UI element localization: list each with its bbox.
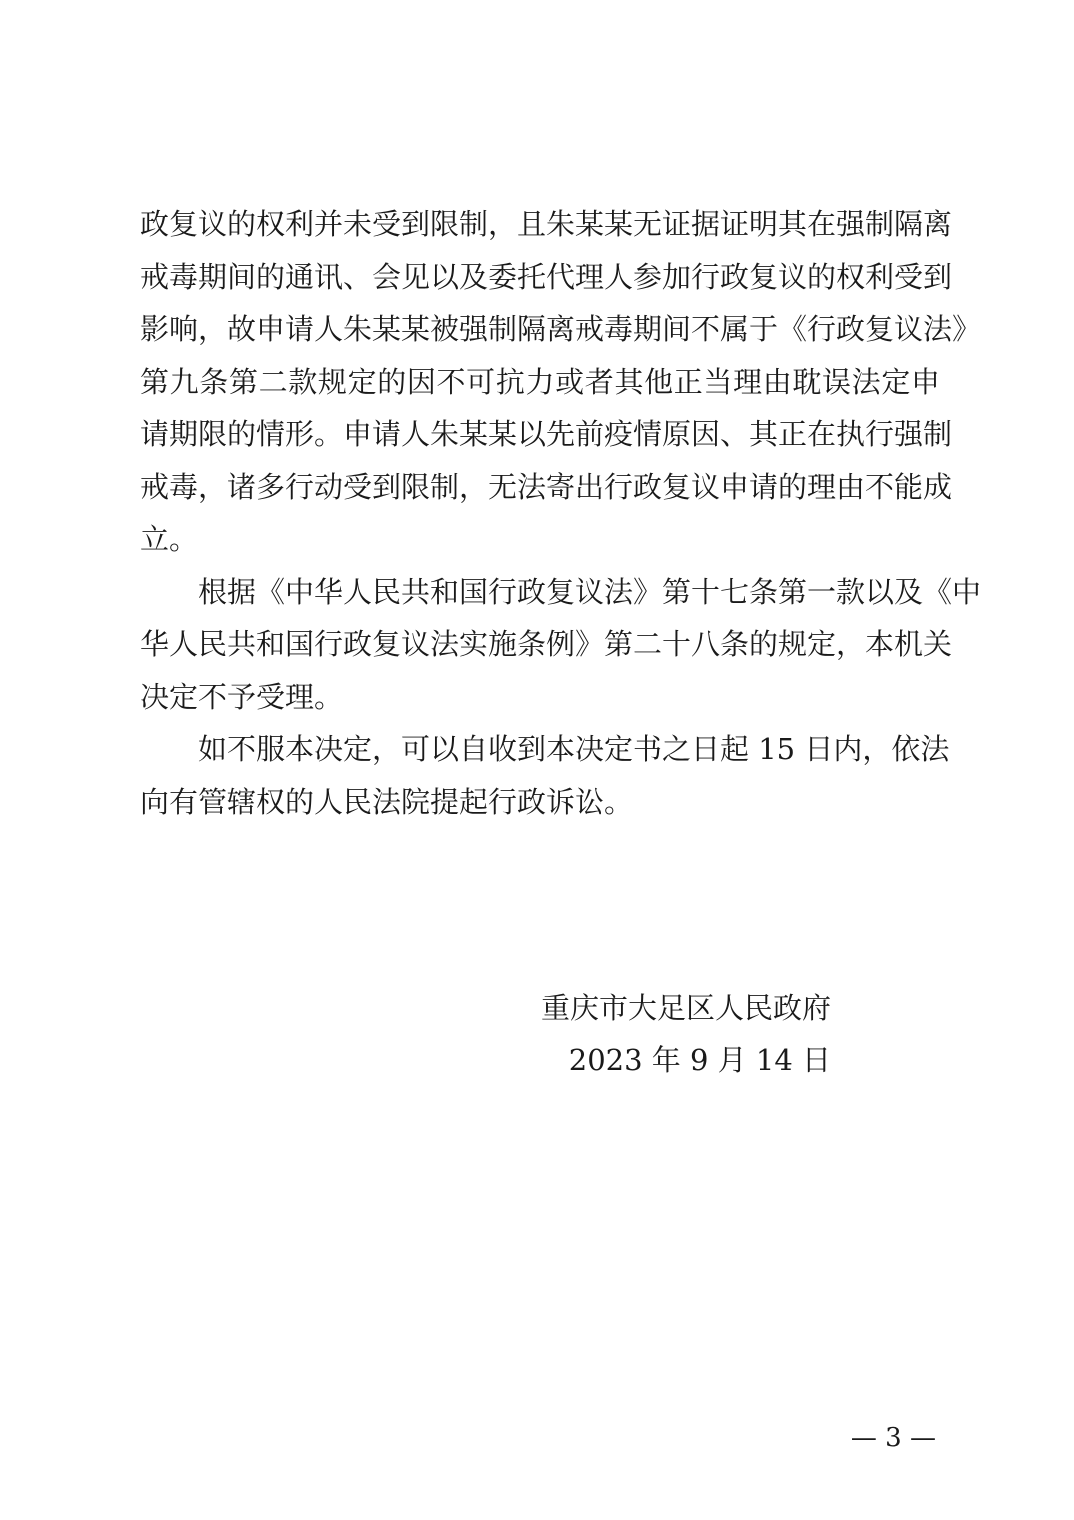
issue-date: 2023 年 9 月 14 日 [568, 1043, 831, 1077]
text-line: 影响，故申请人朱某某被强制隔离戒毒期间不属于《行政复议法》 [140, 312, 982, 346]
paragraph-decision [140, 566, 982, 724]
text-line: 第九条第二款规定的因不可抗力或者其他正当理由耽误法定申 [140, 364, 940, 399]
page-number: — 3 — [850, 1423, 936, 1453]
signature-block [541, 982, 831, 1086]
text-line: 请期限的情形。申请人朱某某以先前疫情原因、其正在执行强制 [140, 417, 953, 451]
text-line: 戒毒期间的通讯、会见以及委托代理人参加行政复议的权利受到 [140, 259, 953, 294]
text-line: 华人民共和国行政复议法实施条例》第二十八条的规定，本机关 [140, 627, 953, 661]
text-line: 向有管辖权的人民法院提起行政诉讼。 [140, 784, 634, 819]
paragraph-reasoning [140, 198, 982, 566]
document-body [140, 198, 982, 828]
text-line: 戒毒，诸多行动受到限制，无法寄出行政复议申请的理由不能成 [140, 469, 953, 504]
text-line: 如不服本决定，可以自收到本决定书之日起 15 日内，依法 [198, 732, 950, 766]
paragraph-appeal-notice [140, 723, 950, 828]
issuing-organization: 重庆市大足区人民政府 [540, 991, 831, 1025]
text-line: 决定不予受理。 [140, 679, 344, 714]
text-line: 政复议的权利并未受到限制，且朱某某无证据证明其在强制隔离 [140, 207, 953, 241]
text-line: 根据《中华人民共和国行政复议法》第十七条第一款以及《中 [198, 574, 982, 609]
text-line: 立。 [140, 522, 199, 556]
